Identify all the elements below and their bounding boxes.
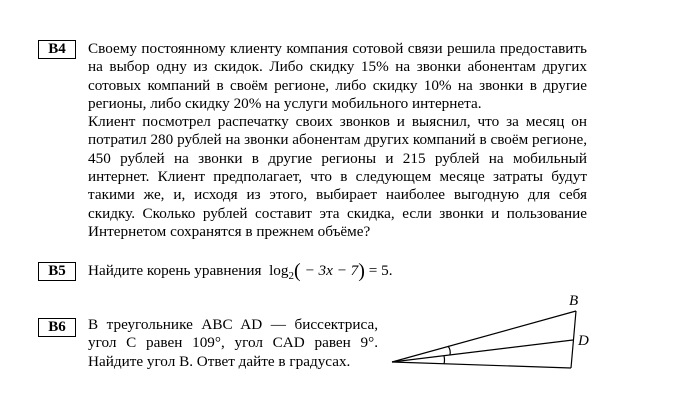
task-label-b4: B4 bbox=[38, 40, 76, 59]
triangle-side-ab bbox=[392, 311, 576, 362]
equation-log: log bbox=[269, 262, 289, 279]
equation-rhs: = 5. bbox=[364, 262, 393, 279]
vertex-d-label: D bbox=[578, 333, 589, 349]
angle-arc-2 bbox=[444, 356, 445, 364]
task-b6-paragraph: В треугольнике ABC AD — биссектриса, угол C равен 109°, угол CAD равен 9°. Найдите угол B. Ответ дайте в градусах. bbox=[88, 316, 378, 370]
task-label-b5: B5 bbox=[38, 262, 76, 281]
triangle-side-bc bbox=[571, 311, 576, 368]
angle-arc-1 bbox=[448, 346, 450, 355]
equation-close-paren: ) bbox=[358, 260, 365, 282]
equation-inner: − 3x − 7 bbox=[300, 262, 359, 279]
equation-open-paren: ( bbox=[293, 260, 301, 282]
task-b4-paragraph-1: Своему постоянному клиенту компания сотовой связи решила предоставить на выбор одну из скидок. Либо скидку 15% на звонки абонентам других сотовых компаний в своём регионе, либо скидку 10% на звонки в другие регионы, либо скидку 20% на услуги мобильного интернета. bbox=[88, 40, 587, 112]
task-label-b6: B6 bbox=[38, 318, 76, 337]
task-b5-prompt: Найдите корень уравнения bbox=[88, 262, 262, 279]
equation-log-base: 2 bbox=[288, 270, 294, 282]
vertex-b-label: B bbox=[569, 293, 579, 309]
bisector-ad bbox=[392, 340, 573, 362]
task-b4-paragraph-2: Клиент посмотрел распечатку своих звонков и выяснил, что за месяц он потратил 280 рублей на звонки абонентам других компаний в своём регионе, 450 рублей на звонки в другие регионы и 215 рублей на мобильный интернет. Клиент предполагает, что в следующем месяце затраты будут такими же, и, исходя из этого, выбирает наиболее выгодную для себя скидку. Сколько рублей составит эта скидка, если звонки и пользование Интернетом сохранятся в прежнем объёме? bbox=[88, 113, 587, 240]
triangle-side-ac bbox=[392, 362, 571, 368]
